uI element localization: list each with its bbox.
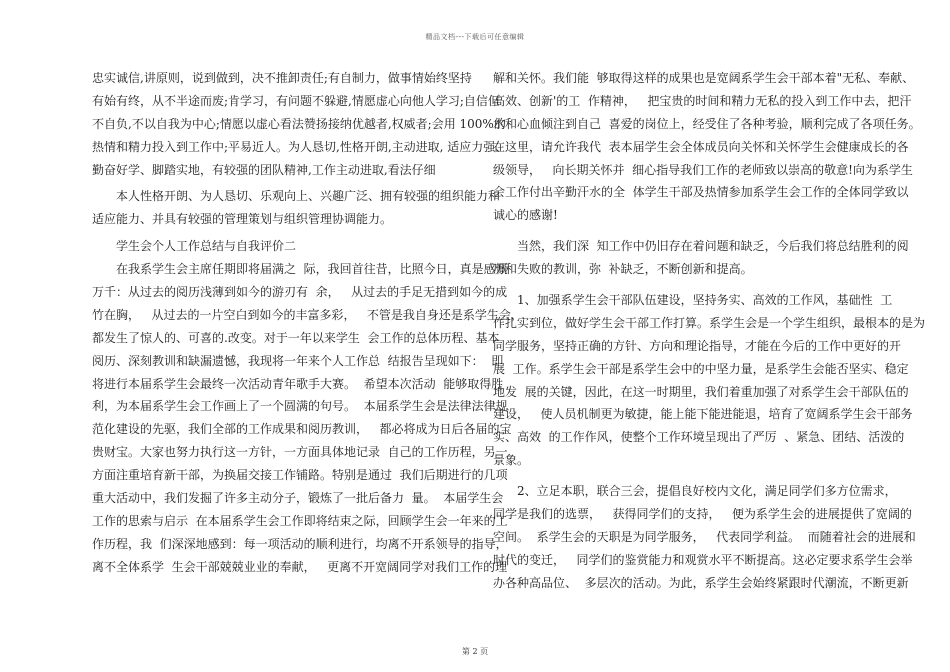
text-line: 高效、创新'的工 作精神， 把宝贵的时间和精力无私的投入到工作中去，把汗 bbox=[493, 93, 912, 108]
right-text-column bbox=[493, 67, 926, 595]
text-line: 地发 展的关键，因此，在这一时期里，我们着重加强了对系学生会干部队伍的 bbox=[493, 384, 909, 399]
text-line: 时代的变迁， 同学们的鉴赏能力和观赏水平不断提高。这必定要求系学生会举 bbox=[493, 552, 913, 567]
text-line: 实、高效 的工作作风，使整个工作环境呈现出了严厉 、紧急、团结、活泼的 bbox=[493, 430, 905, 445]
text-line: 重大活动中，我们发掘了许多主动分子，锻炼了一批后备力 量。 本届学生会 bbox=[92, 491, 504, 506]
text-line: 竹在胸， 从过去的一片空白到如今的丰富多彩， 不管是我自身还是系学生会， bbox=[92, 307, 523, 322]
text-line: 景象。 bbox=[493, 453, 530, 468]
text-line: 解和关怀。我们能 够取得这样的成果也是宽阔系学生会干部本着"无私、奉献、 bbox=[493, 71, 915, 85]
text-line: 在我系学生会主席任期即将届满之 际，我回首往昔，比照今日，真是感慨 bbox=[92, 262, 508, 277]
text-line: 勤奋好学、脚踏实地，有较强的团队精神,工作主动进取,看法仔细 bbox=[92, 162, 436, 177]
text-line: 办各种高品位、 多层次的活动。为此，系学生会始终紧跟时代潮流，不断更新 bbox=[493, 575, 909, 590]
text-line: 利，为本届系学生会工作画上了一个圆满的句号。 本届系学生会是法律法律规 bbox=[92, 399, 508, 414]
text-line: 将进行本届系学生会最终一次活动青年歌手大赛。 希望本次活动 能够取得胜 bbox=[92, 376, 504, 391]
text-line: 万千：从过去的阅历浅薄到如今的游刃有 余， 从过去的手足无措到如今的成 bbox=[92, 285, 508, 300]
text-line: 阅历、深刻教训和缺漏遗憾，我现将一年来个人工作总 结报告呈现如下： 即 bbox=[92, 353, 504, 368]
text-line: 贵财宝。大家也努力执行这一方针，一方面具体地记录 自己的工作历程，另一 bbox=[92, 445, 508, 460]
text-line: 热情和精力投入到工作中;平易近人。为人恳切,性格开朗,主动进取, 适应力强、 bbox=[92, 139, 508, 154]
text-line: 都发生了惊人的、可喜的.改变。对于一年以来学生 会工作的总体历程、基本 bbox=[92, 330, 500, 345]
text-line: 作扎实到位，做好学生会干部工作打算。系学生会是一个学生组织，最根本的是为 bbox=[493, 315, 926, 330]
text-line: 同学服务，坚持正确的方针、方向和理论指导，才能在今后的工作中更好的开 bbox=[493, 338, 902, 353]
text-line: 本人性格开朗、为人恳切、乐观向上、兴趣广泛、拥有较强的组织能力和 bbox=[92, 189, 501, 204]
page-number: 第 2 页 bbox=[461, 647, 489, 656]
text-line: 会工作付出辛勤汗水的全 体学生干部及热情参加系学生会工作的全体同学致以 bbox=[493, 185, 909, 200]
text-line: 建设， 使人员机制更为敏捷，能上能下能进能退，培育了宽阔系学生会干部务 bbox=[493, 407, 913, 422]
section-heading: 学生会个人工作总结与自我评价二 bbox=[92, 239, 297, 254]
text-line: 级领导， 向长期关怀并 细心指导我们工作的老师致以崇高的敬意!向为系学生 bbox=[493, 162, 913, 177]
text-line: 作历程，我 们深深地感到：每一项活动的顺利进行，均离不开系领导的指导， bbox=[92, 536, 508, 551]
text-line: 空间。 系学生会的天职是为同学服务， 代表同学利益。 而随着社会的进展和 bbox=[493, 529, 916, 544]
text-line: 离不全体系学 生会干部兢兢业业的奉献， 更离不开宽阔同学对我们工作的理 bbox=[92, 559, 508, 574]
text-line: 忠实诚信,讲原则，说到做到，决不推卸责任;有自制力，做事情始终坚持 bbox=[92, 71, 472, 85]
page-header: 精品文档---下载后可任意编辑 bbox=[425, 33, 525, 41]
text-line: 历和失败的教训，弥 补缺乏，不断创新和提高。 bbox=[493, 262, 753, 277]
text-line: 2、立足本职，联合三会，提倡良好校内文化，满足同学们多方位需求， bbox=[493, 484, 897, 499]
text-line: 不自负,不以自我为中心;情愿以虚心看法赞扬接纳优越者,权威者;会用 100%的 bbox=[92, 116, 506, 131]
text-line: 1、加强系学生会干部队伍建设，坚持务实、高效的工作风，基础性 工 bbox=[493, 293, 893, 308]
text-line: 水和心血倾注到自己 喜爱的岗位上，经受住了各种考验，顺利完成了各项任务。 bbox=[493, 116, 921, 131]
text-line: 在这里，请允许我代 表本届学生会全体成员向关怀和关怀学生会健康成长的各 bbox=[493, 139, 909, 154]
text-line: 诚心的感谢! bbox=[493, 208, 558, 223]
text-line: 方面注重培育新干部，为换届交接工作铺路。特别是通过 我们后期进行的几项 bbox=[92, 468, 508, 483]
text-line: 同学是我们的选票， 获得同学们的支持， 便为系学生会的进展提供了宽阔的 bbox=[493, 507, 912, 522]
text-line: 当然，我们深 知工作中仍旧存在着问题和缺乏，今后我们将总结胜利的阅 bbox=[493, 239, 909, 254]
text-line: 展 工作。系学生会干部是系学生会中的中坚力量，是系学生会能否坚实、稳定 bbox=[493, 361, 909, 376]
text-line: 工作的思索与启示 在本届系学生会工作即将结束之际，回顾学生会一年来的工 bbox=[92, 513, 508, 528]
text-line: 有始有终，从不半途而废;肯学习，有问题不躲避,情愿虚心向他人学习;自信但 bbox=[92, 93, 500, 108]
text-line: 范化建设的先驱，我们全部的工作成果和阅历教训， 都必将成为日后各届的宝 bbox=[92, 422, 512, 437]
text-line: 适应能力、并具有较强的管理策划与组织管理协调能力。 bbox=[92, 212, 393, 227]
